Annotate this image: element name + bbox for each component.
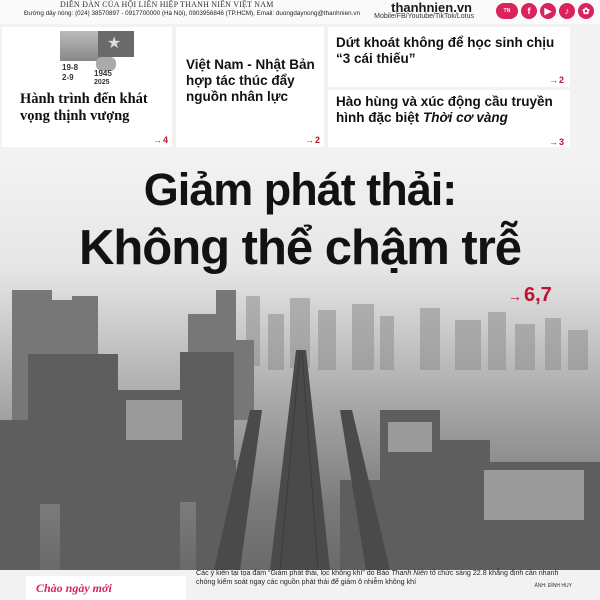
thanhnien-app-icon[interactable]: TN [496, 3, 518, 19]
social-icons [496, 2, 594, 20]
site-url[interactable]: thanhnien.vn [391, 0, 472, 15]
masthead [0, 0, 600, 24]
logo-date-1: 19-8 [62, 63, 79, 72]
teaser-headline [336, 94, 568, 126]
masthead-forum-line: DIỄN ĐÀN CỦA HỘI LIÊN HIỆP THANH NIÊN VIỆT NAM [60, 0, 274, 9]
headline-italic: Thời cơ vàng [423, 109, 508, 125]
page-reference: → 3 [549, 137, 564, 147]
teaser-broadcast[interactable] [328, 90, 570, 147]
teaser-vietnam-japan[interactable] [176, 27, 324, 147]
greeting-box[interactable] [26, 576, 186, 600]
lotus-icon[interactable]: ✿ [578, 3, 594, 19]
facebook-icon[interactable]: f [521, 3, 537, 19]
hotline-line [24, 10, 360, 17]
greeting-title: Chào ngày mới [36, 581, 112, 595]
logo-year-1: 1945 [94, 69, 112, 78]
anniversary-logo [60, 29, 134, 87]
logo-date-2: 2-9 [62, 73, 74, 82]
logo-year-2: 2025 [94, 79, 110, 86]
caption-italic: Thanh Niên [391, 569, 428, 577]
page-reference: → 2 [305, 135, 320, 145]
headline-plain: Hào hùng và xúc động cầu truyền hình đặc biệt [336, 94, 553, 125]
channels-line: Mobile/FB/Youtube/TikTok/Lotus [374, 13, 474, 20]
hotline-label: Đường dây nóng: [24, 10, 74, 17]
page-reference: → 2 [549, 75, 564, 85]
lead-headline-line-1: Giảm phát thải: [143, 164, 457, 215]
star-icon: ★ [107, 35, 122, 52]
lead-headline-line-2: Không thể chậm trễ [78, 221, 522, 275]
photo-credit: ẢNH: ĐÌNH HUY [534, 583, 572, 589]
youtube-icon[interactable]: ▶ [540, 3, 556, 19]
lead-page-reference: → 6,7 [508, 284, 552, 307]
teaser-headline: Hành trình đến khát vọng thịnh vượng [20, 91, 148, 125]
portrait-image [60, 31, 102, 61]
page-reference: → 4 [153, 135, 168, 145]
caption-text-1: Các ý kiến tại tọa đàm “Giảm phát thải, lọc không khí” do Báo [196, 569, 392, 577]
city-smog-photo [0, 290, 600, 570]
teaser-students[interactable] [328, 27, 570, 87]
caption-text-2: tổ chức sáng 22.8 khẳng định cần nhanh chóng kiểm soát ngay các nguồn phát thải để giảm ô nhiễm không khí [196, 569, 559, 587]
tiktok-icon[interactable]: ♪ [559, 3, 575, 19]
lead-story[interactable] [0, 150, 600, 570]
hotline-numbers: (024) 38570897 - 0917700000 (Hà Nội), 0903956846 (TP.HCM), Email: duongdaynong@thanhnien.vn [75, 10, 360, 17]
teaser-journey[interactable] [2, 27, 172, 147]
teaser-headline: Dứt khoát không để học sinh chịu “3 cái thiếu” [336, 35, 555, 66]
teaser-headline: Việt Nam - Nhật Bản hợp tác thúc đẩy nguồn nhân lực [186, 57, 315, 104]
photo-caption [196, 569, 576, 587]
